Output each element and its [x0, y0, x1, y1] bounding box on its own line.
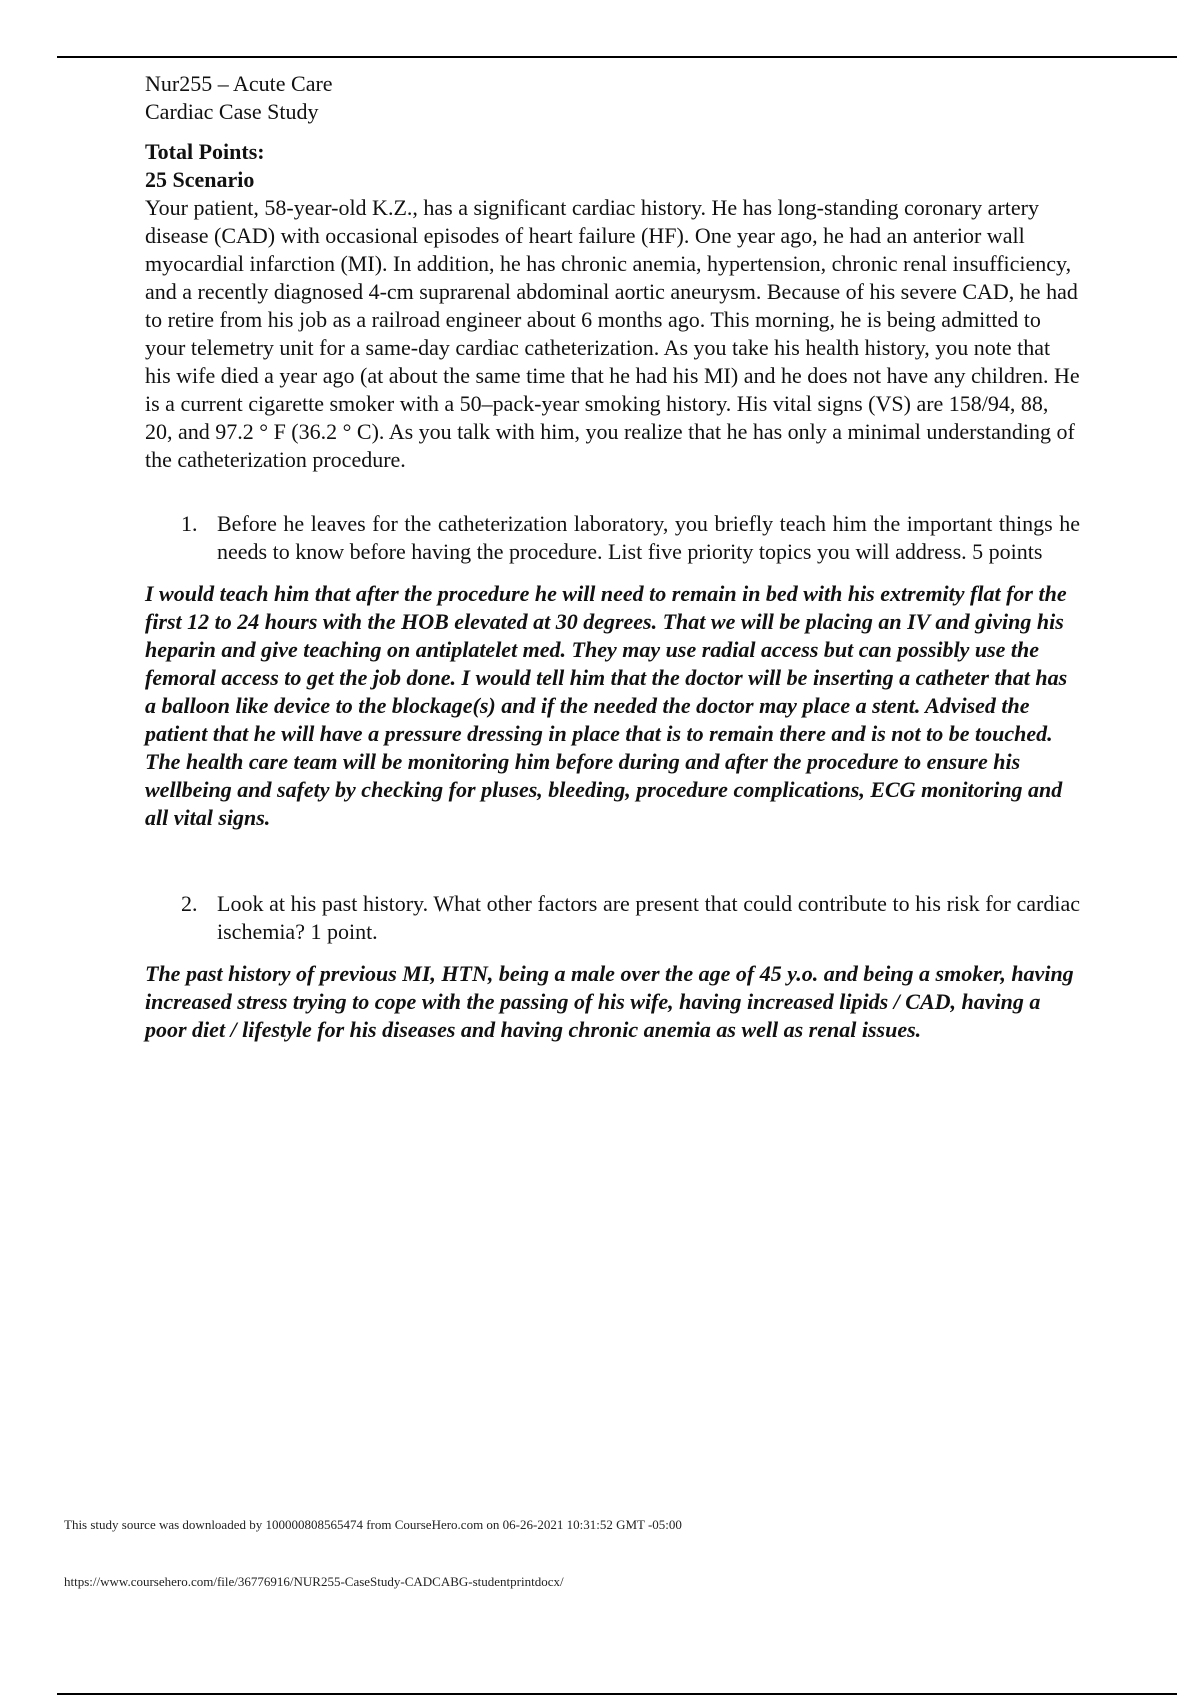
answer-1: I would teach him that after the procedure he will need to remain in bed with his extremity flat for the first 12 to 24 hours with the HOB elevated at 30 degrees. That we will be placing an IV and giving his heparin and give teaching on antiplatelet med. They may use radial access but can possibly use the femoral access to get the job done. I would tell him that the doctor will be inserting a catheter that has a balloon like device to the blockage(s) and if the needed the doctor may place a stent. Advised the patient that he will have a pressure dressing in place that is to remain there and is not to be touched. The health care team will be monitoring him before during and after the procedure to ensure his wellbeing and safety by checking for pluses, bleeding, procedure complications, ECG monitoring and all vital signs.	[145, 581, 1068, 830]
total-points-label: Total Points:	[145, 139, 265, 164]
question-1	[145, 510, 1080, 566]
question-text: Before he leaves for the catheterization laboratory, you briefly teach him the important things he needs to know before having the procedure. List five priority topics you will address. 5 points	[217, 511, 1080, 564]
question-2	[145, 890, 1080, 946]
question-number: 1.	[181, 511, 198, 536]
document-title: Cardiac Case Study	[145, 99, 319, 124]
answer-2: The past history of previous MI, HTN, being a male over the age of 45 y.o. and being a smoker, having increased stress trying to cope with the passing of his wife, having increased lipids / CAD, having a poor diet / lifestyle for his diseases and having chronic anemia as well as renal issues.	[145, 961, 1074, 1042]
scenario-heading: 25 Scenario	[145, 167, 255, 192]
bottom-rule	[57, 1693, 1177, 1695]
source-url[interactable]: https://www.coursehero.com/file/36776916/NUR255-CaseStudy-CADCABG-studentprintdocx/	[64, 1574, 564, 1589]
question-text: Look at his past history. What other factors are present that could contribute to his risk for cardiac ischemia? 1 point.	[217, 891, 1080, 944]
course-title: Nur255 – Acute Care	[145, 71, 333, 96]
document-body	[145, 70, 1080, 1044]
download-notice: This study source was downloaded by 100000808565474 from CourseHero.com on 06-26-2021 10:31:52 GMT -05:00	[64, 1517, 682, 1532]
top-rule	[57, 56, 1177, 58]
scenario-paragraph: Your patient, 58-year-old K.Z., has a significant cardiac history. He has long-standing coronary artery disease (CAD) with occasional episodes of heart failure (HF). One year ago, he had an anterior wall myocardial infarction (MI). In addition, he has chronic anemia, hypertension, chronic renal insufficiency, and a recently diagnosed 4-cm suprarenal abdominal aortic aneurysm. Because of his severe CAD, he had to retire from his job as a railroad engineer about 6 months ago. This morning, he is being admitted to your telemetry unit for a same-day cardiac catheterization. As you take his health history, you note that his wife died a year ago (at about the same time that he had his MI) and he does not have any children. He is a current cigarette smoker with a 50–pack-year smoking history. His vital signs (VS) are 158/94, 88, 20, and 97.2 ° F (36.2 ° C). As you talk with him, you realize that he has only a minimal understanding of the catheterization procedure.	[145, 195, 1080, 472]
question-number: 2.	[181, 891, 198, 916]
